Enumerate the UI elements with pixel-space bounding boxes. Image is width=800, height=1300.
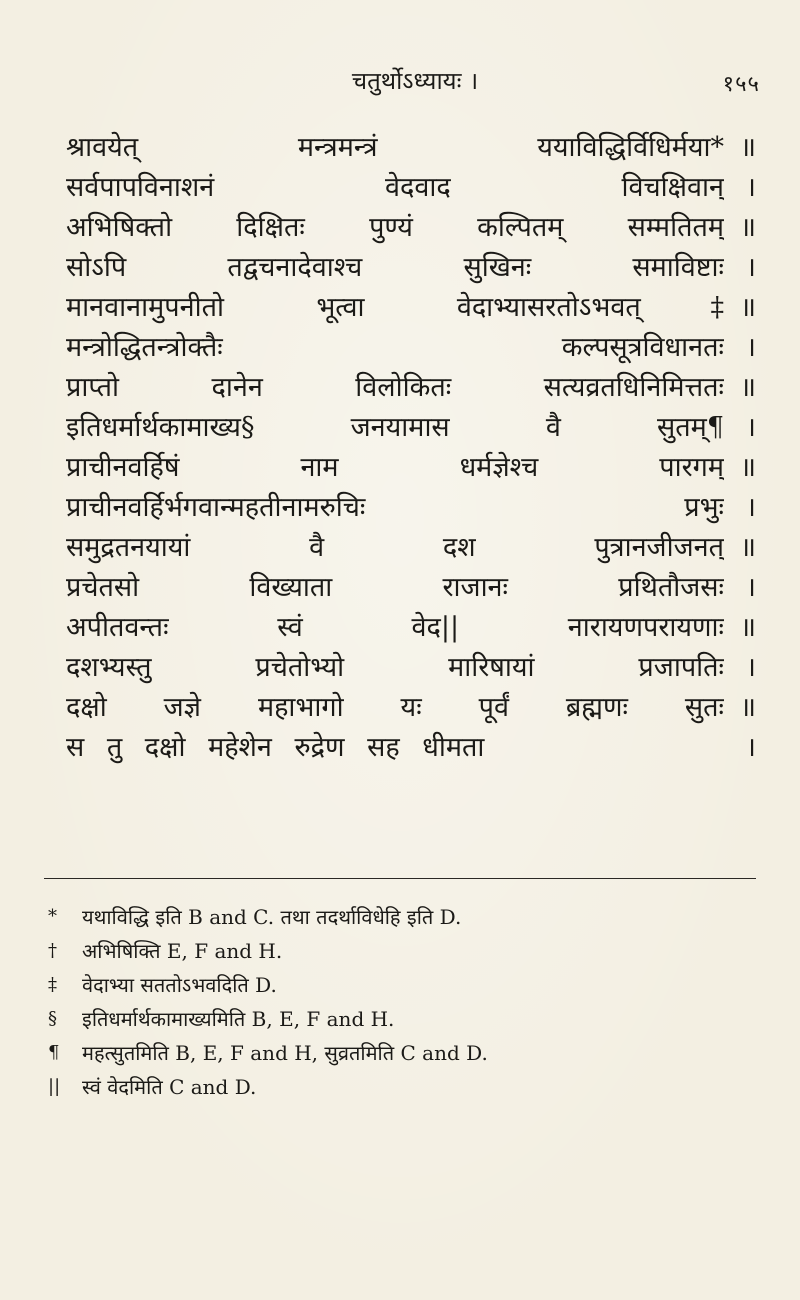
page-number: १५५ (722, 72, 760, 97)
verse-text: श्रावयेत् मन्त्रमन्त्रं ययाविद्धिर्विधिर्मया* (66, 132, 724, 163)
verse-end-mark: । (745, 572, 756, 603)
footnote-text: महत्सुतमिति B, E, F and H, सुव्रतमिति C and D. (82, 1041, 488, 1065)
verse-text: प्राचीनवर्हिर्भगवान्महतीनामरुचिः प्रभुः (66, 492, 724, 523)
verse-line (66, 568, 756, 608)
footnote-mark: ¶ (48, 1042, 60, 1063)
verse-end-mark: ॥ (739, 372, 756, 403)
footnote-text: इतिधर्मार्थकामाख्यमिति B, E, F and H. (82, 1007, 395, 1031)
verse-text: प्रचेतसो विख्याता राजानः प्रथितौजसः (66, 572, 724, 603)
footnote (48, 900, 748, 934)
verse-line (66, 408, 756, 448)
footnote (48, 1070, 748, 1104)
footnote-mark: * (48, 906, 57, 927)
footnote (48, 1036, 748, 1070)
verse-text: दक्षो जज्ञे महाभागो यः पूर्वं ब्रह्मणः सुतः (66, 692, 724, 723)
verse-block (66, 128, 756, 768)
verse-end-mark: ॥ (739, 692, 756, 723)
verse-end-mark: ॥ (739, 132, 756, 163)
verse-text: इतिधर्मार्थकामाख्य§ जनयामास वै सुतम्¶ (66, 412, 724, 443)
verse-end-mark: । (745, 332, 756, 363)
footnote (48, 934, 748, 968)
verse-line (66, 608, 756, 648)
verse-line (66, 728, 756, 768)
footnote-text: यथाविद्धि इति B and C. तथा तदर्थाविधेहि इति D. (82, 905, 462, 929)
verse-end-mark: । (745, 252, 756, 283)
verse-end-mark: ॥ (739, 292, 756, 323)
verse-line (66, 288, 756, 328)
verse-text: स तु दक्षो महेशेन रुद्रेण सह धीमता (66, 732, 485, 763)
verse-line (66, 128, 756, 168)
verse-line (66, 648, 756, 688)
footnote-block (48, 900, 748, 1104)
footnote-text: स्वं वेदमिति C and D. (82, 1075, 257, 1099)
verse-end-mark: ॥ (739, 452, 756, 483)
verse-end-mark: ॥ (739, 212, 756, 243)
verse-line (66, 208, 756, 248)
verse-line (66, 688, 756, 728)
footnote-mark: || (48, 1076, 61, 1097)
verse-line (66, 168, 756, 208)
verse-text: दशभ्यस्तु प्रचेतोभ्यो मारिषायां प्रजापतिः (66, 652, 724, 683)
verse-end-mark: ॥ (739, 612, 756, 643)
verse-text: सर्वपापविनाशनं वेदवाद विचक्षिवान् (66, 172, 724, 203)
footnote-mark: † (48, 940, 57, 961)
verse-line (66, 248, 756, 288)
verse-text: मानवानामुपनीतो भूत्वा वेदाभ्यासरतोऽभवत्‡ (66, 292, 724, 323)
verse-end-mark: । (745, 732, 756, 763)
verse-text: समुद्रतनयायां वै दश पुत्रानजीजनत् (66, 532, 724, 563)
verse-end-mark: ॥ (739, 532, 756, 563)
verse-text: सोऽपि तद्वचनादेवाश्च सुखिनः समाविष्टाः (66, 252, 724, 283)
running-head: चतुर्थोऽध्यायः । (351, 67, 479, 95)
verse-text: प्राचीनवर्हिषं नाम धर्मज्ञेश्च पारगम् (66, 452, 724, 483)
footnote-mark: § (48, 1008, 57, 1029)
footnote-mark: ‡ (48, 974, 57, 995)
verse-text: प्राप्तो दानेन विलोकितः सत्यव्रतधिनिमित्ततः (66, 372, 724, 403)
verse-text: अभिषिक्तो दिक्षितः पुण्यं कल्पितम् सम्मतितम् (66, 212, 724, 243)
footnote-text: वेदाभ्या सततोऽभवदिति D. (82, 973, 277, 997)
verse-line (66, 328, 756, 368)
verse-line (66, 528, 756, 568)
footnote-text: अभिषिक्ति E, F and H. (82, 939, 283, 963)
verse-text: अपीतवन्तः स्वं वेद|| नारायणपरायणाः (66, 612, 724, 643)
footnote (48, 968, 748, 1002)
verse-end-mark: । (745, 652, 756, 683)
verse-line (66, 368, 756, 408)
verse-line (66, 448, 756, 488)
footnote (48, 1002, 748, 1036)
verse-end-mark: । (745, 412, 756, 443)
page-header (70, 60, 760, 100)
verse-line (66, 488, 756, 528)
verse-end-mark: । (745, 492, 756, 523)
footnote-rule (44, 878, 756, 879)
verse-end-mark: । (745, 172, 756, 203)
verse-text: मन्त्रोद्धितन्त्रोक्तैः कल्पसूत्रविधानतः (66, 332, 724, 363)
